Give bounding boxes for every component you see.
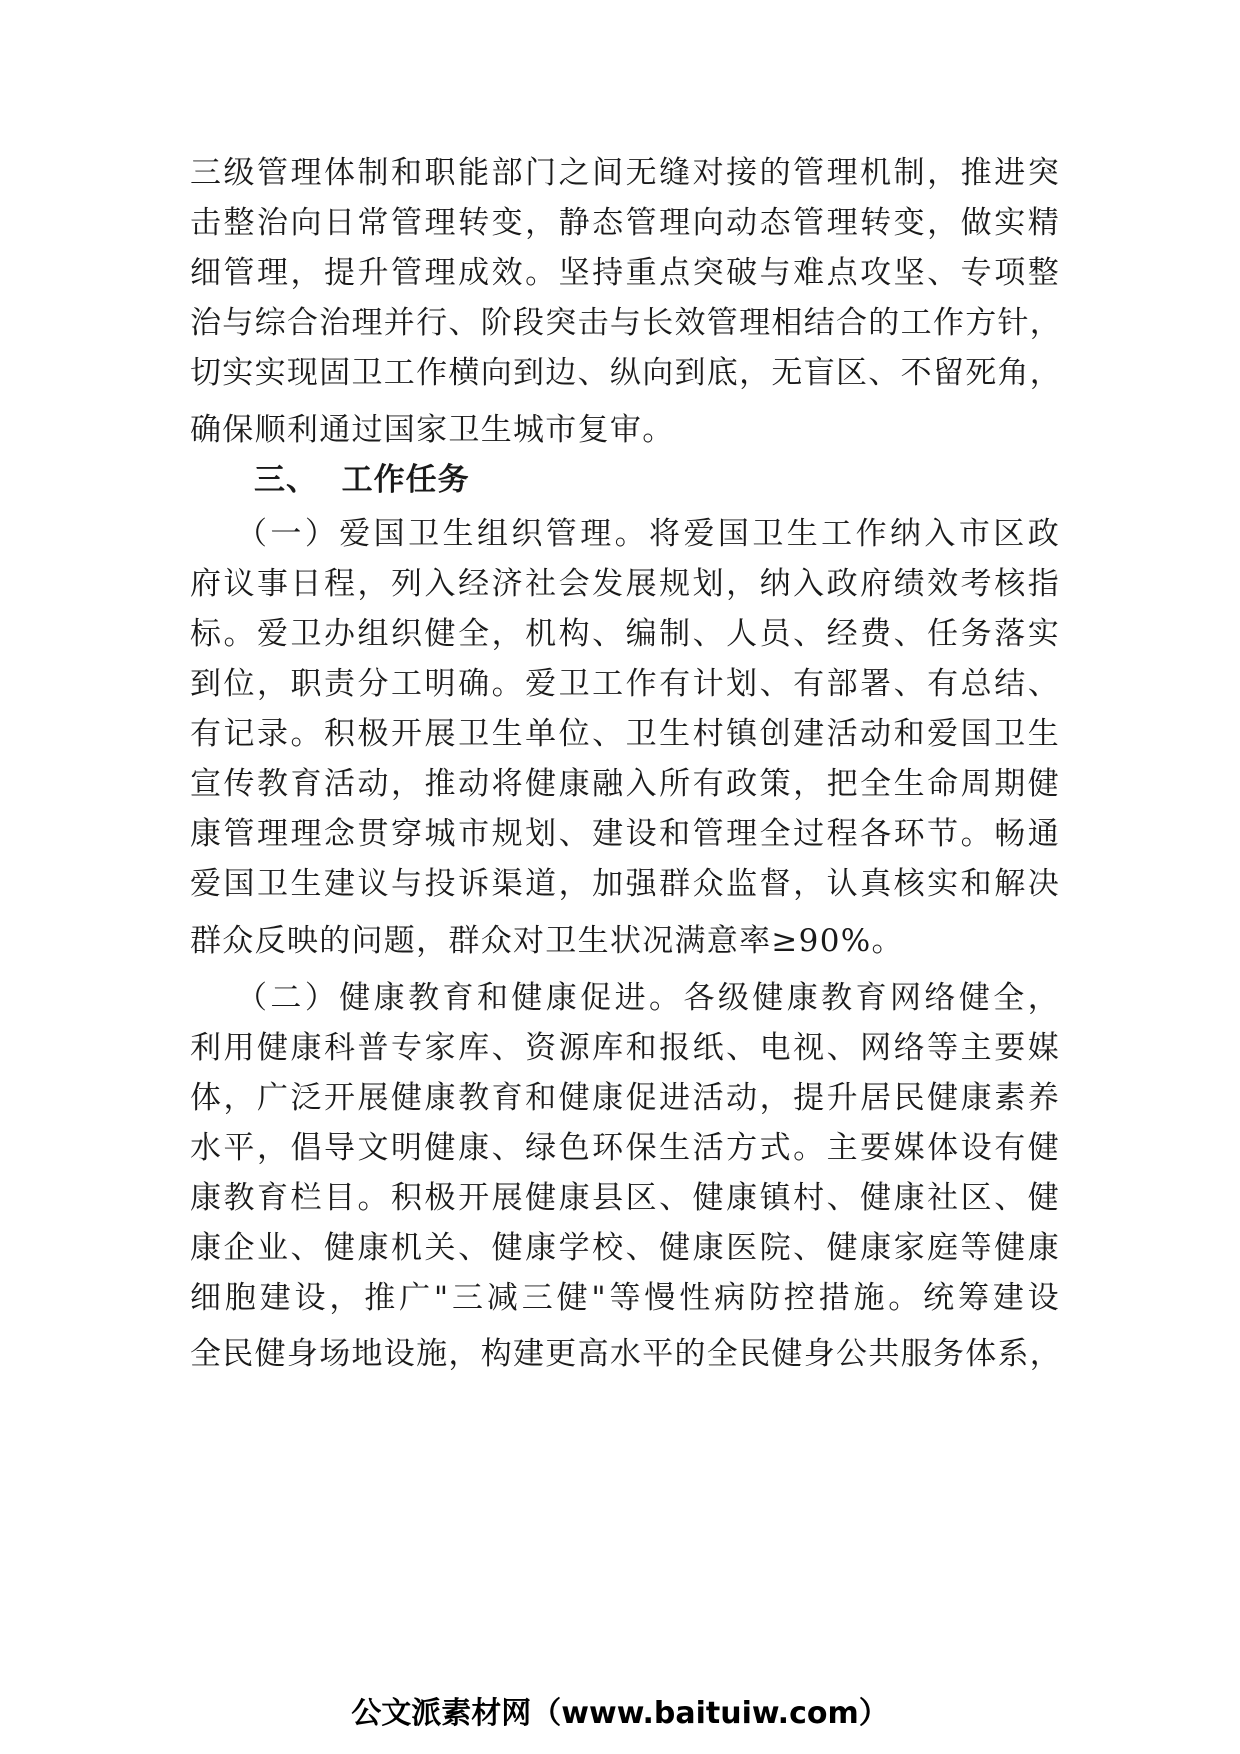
- body-line: 有记录。积极开展卫生单位、卫生村镇创建活动和爱国卫生: [190, 716, 1060, 752]
- body-line: 群众反映的问题，群众对卫生状况满意率≥90%。: [190, 923, 904, 959]
- body-line: 标。爱卫办组织健全，机构、编制、人员、经费、任务落实: [190, 616, 1060, 652]
- body-line: 全民健身场地设施，构建更高水平的全民健身公共服务体系，: [190, 1336, 1063, 1372]
- body-line: 细管理，提升管理成效。坚持重点突破与难点攻坚、专项整: [190, 255, 1060, 291]
- paragraph-first-line: （一）爱国卫生组织管理。将爱国卫生工作纳入市区政: [236, 516, 1060, 552]
- body-line: 康教育栏目。积极开展健康县区、健康镇村、健康社区、健: [190, 1180, 1060, 1216]
- body-line: 三级管理体制和职能部门之间无缝对接的管理机制，推进突: [190, 155, 1060, 191]
- body-line: 水平，倡导文明健康、绿色环保生活方式。主要媒体设有健: [190, 1130, 1060, 1166]
- body-line: 康企业、健康机关、健康学校、健康医院、健康家庭等健康: [190, 1230, 1060, 1266]
- body-line: 宣传教育活动，推动将健康融入所有政策，把全生命周期健: [190, 766, 1060, 802]
- body-line: 康管理理念贯穿城市规划、建设和管理全过程各环节。畅通: [190, 816, 1060, 852]
- footer-source-text: 公文派素材网（www.baituiw.com）: [351, 1696, 889, 1731]
- body-line: 利用健康科普专家库、资源库和报纸、电视、网络等主要媒: [190, 1030, 1060, 1066]
- body-line: 切实实现固卫工作横向到边、纵向到底，无盲区、不留死角，: [190, 355, 1063, 391]
- body-line: 确保顺利通过国家卫生城市复审。: [190, 412, 675, 448]
- body-line: 细胞建设，推广"三减三健"等慢性病防控措施。统筹建设: [190, 1280, 1060, 1316]
- section-heading: 三、 工作任务: [254, 462, 470, 498]
- body-line: 体，广泛开展健康教育和健康促进活动，提升居民健康素养: [190, 1080, 1060, 1116]
- body-line: 爱国卫生建议与投诉渠道，加强群众监督，认真核实和解决: [190, 866, 1060, 902]
- body-line: 到位，职责分工明确。爱卫工作有计划、有部署、有总结、: [190, 666, 1060, 702]
- paragraph-first-line: （二）健康教育和健康促进。各级健康教育网络健全，: [236, 980, 1060, 1016]
- body-line: 击整治向日常管理转变，静态管理向动态管理转变，做实精: [190, 205, 1060, 241]
- body-line: 治与综合治理并行、阶段突击与长效管理相结合的工作方针，: [190, 305, 1063, 341]
- body-line: 府议事日程，列入经济社会发展规划，纳入政府绩效考核指: [190, 566, 1060, 602]
